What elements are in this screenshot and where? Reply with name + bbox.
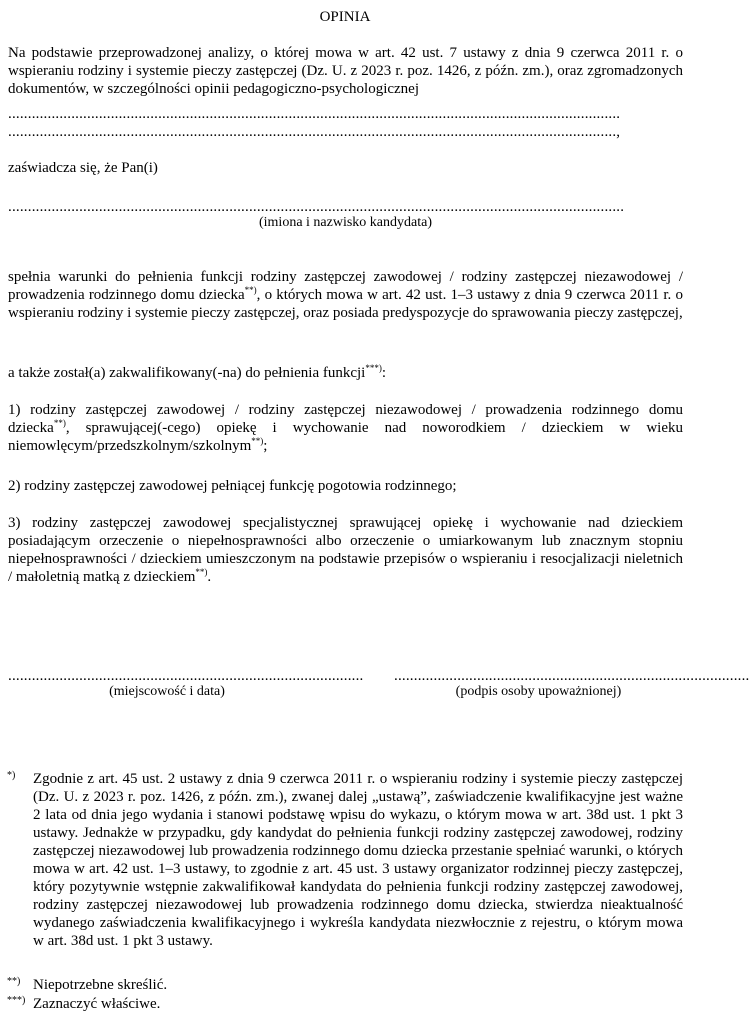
place-date-field[interactable]: .......................................................................................... [8,668,364,684]
footnote-ref-2: **) [251,436,264,446]
footnote-1-marker: *) [7,770,16,781]
option-1-end: ; [263,438,268,454]
signature-caption: (podpis osoby upoważnionej) [455,684,622,699]
conditions-text-b: , o których mowa w art. 42 ust. 1–3 ustawy z dnia 9 czerwca 2011 r. o wspieraniu rodziny i systemie pieczy zastępczej, oraz posiada predyspozycje do sprawowania pieczy zastępczej, [8,287,683,321]
document-title: OPINIA [319,9,371,25]
footnote-2: Niepotrzebne skreślić. [33,977,168,993]
footnote-ref-2: **) [195,567,208,577]
qualified-paragraph [8,364,683,382]
option-2: 2) rodziny zastępczej zawodowej pełniącej funkcję pogotowia rodzinnego; [8,478,457,494]
conditions-text-a: spełnia warunki do pełnienia funkcji rodziny zastępczej zawodowej / rodziny zastępczej niezawodowej / prowadzenia rodzinnego domu dziecka [8,269,683,303]
fill-in-line-1[interactable]: ........................................................................................................................................................... [8,106,621,122]
qualified-colon: : [381,365,387,381]
intro-paragraph: Na podstawie przeprowadzonej analizy, o której mowa w art. 42 ust. 7 ustawy z dnia 9 czerwca 2011 r. o wspieraniu rodziny i systemie pieczy zastępczej (Dz. U. z 2023 r. poz. 1426, z późn. zm.), oraz zgromadzonych dokumentów, w szczególności opinii pedagogiczno-psychologicznej [8,45,683,97]
footnote-1: Zgodnie z art. 45 ust. 2 ustawy z dnia 9 czerwca 2011 r. o wspieraniu rodziny i systemie pieczy zastępczej (Dz. U. z 2023 r. poz. 1426, z późn. zm.), zwanej dalej „ustawą”, zaświadczenie kwalifikacyjne jest ważne 2 lata od dnia jego wydania i stanowi podstawę wpisu do wykazu, o którym mowa w art. 38d ust. 1 pkt 3 ustawy. Jednakże w przypadku, gdy kandydat do pełnienia funkcji rodziny zastępczej zawodowej, rodziny zastępczej niezawodowej lub prowadzenia rodzinnego domu dziecka przestanie spełniać warunki, o których mowa w art. 42 ust. 1–3 ustawy, to zgodnie z art. 45 ust. 3 ustawy organizator rodzinnej pieczy zastępczej, który pozytywnie wstępnie zakwalifikował kandydata do pełnienia funkcji rodziny zastępczej zawodowej, rodziny zastępczej niezawodowej lub prowadzenia rodzinnego domu dziecka, stwierdza nieaktualność wydanego zaświadczenia kwalifikacyjnego i wykreśla kandydata niezwłocznie z rejestru, o którym mowa w art. 38d ust. 1 pkt 3 ustawy. [33,771,683,949]
option-3 [8,514,683,586]
qualified-text: a także został(a) zakwalifikowany(-na) do pełnienia funkcji [8,365,366,381]
footnote-ref-2: **) [53,418,66,428]
option-1 [8,401,683,455]
signature-field[interactable]: .......................................................................................... [394,668,750,684]
candidate-name-field[interactable]: ............................................................................................................................................................ [8,199,625,215]
footnote-2-marker: **) [7,976,21,987]
option-1-text-a: 1) rodziny zastępczej zawodowej / rodziny zastępczej niezawodowej / prowadzenia rodzinnego domu dziecka [8,402,683,436]
conditions-paragraph [8,268,683,322]
footnote-3: Zaznaczyć właściwe. [33,996,161,1012]
footnote-ref-2: **) [244,285,257,295]
place-date-caption: (miejscowość i data) [109,684,225,699]
candidate-name-caption: (imiona i nazwisko kandydata) [258,215,432,230]
certify-text: zaświadcza się, że Pan(i) [8,160,158,176]
option-3-text: 3) rodziny zastępczej zawodowej specjalistycznej sprawującej opiekę i wychowanie nad dzieckiem posiadającym orzeczenie o niepełnosprawności albo orzeczenie o umiarkowanym lub znacznym stopniu niepełnosprawności / dzieckiem umieszczonym na podstawie przepisów o wspieraniu i resocjalizacji nieletnich / małoletnią matką z dzieckiem [8,515,683,585]
option-1-text-b: , sprawującej(-cego) opiekę i wychowanie nad noworodkiem / dzieckiem w wieku niemowlęcym/przedszkolnym/szkolnym [8,420,683,454]
footnote-ref-3: ***) [365,363,382,373]
footnote-3-marker: ***) [7,995,26,1006]
option-3-end: . [207,569,212,585]
fill-in-line-2[interactable]: .........................................................................................................................................................., [8,124,621,140]
